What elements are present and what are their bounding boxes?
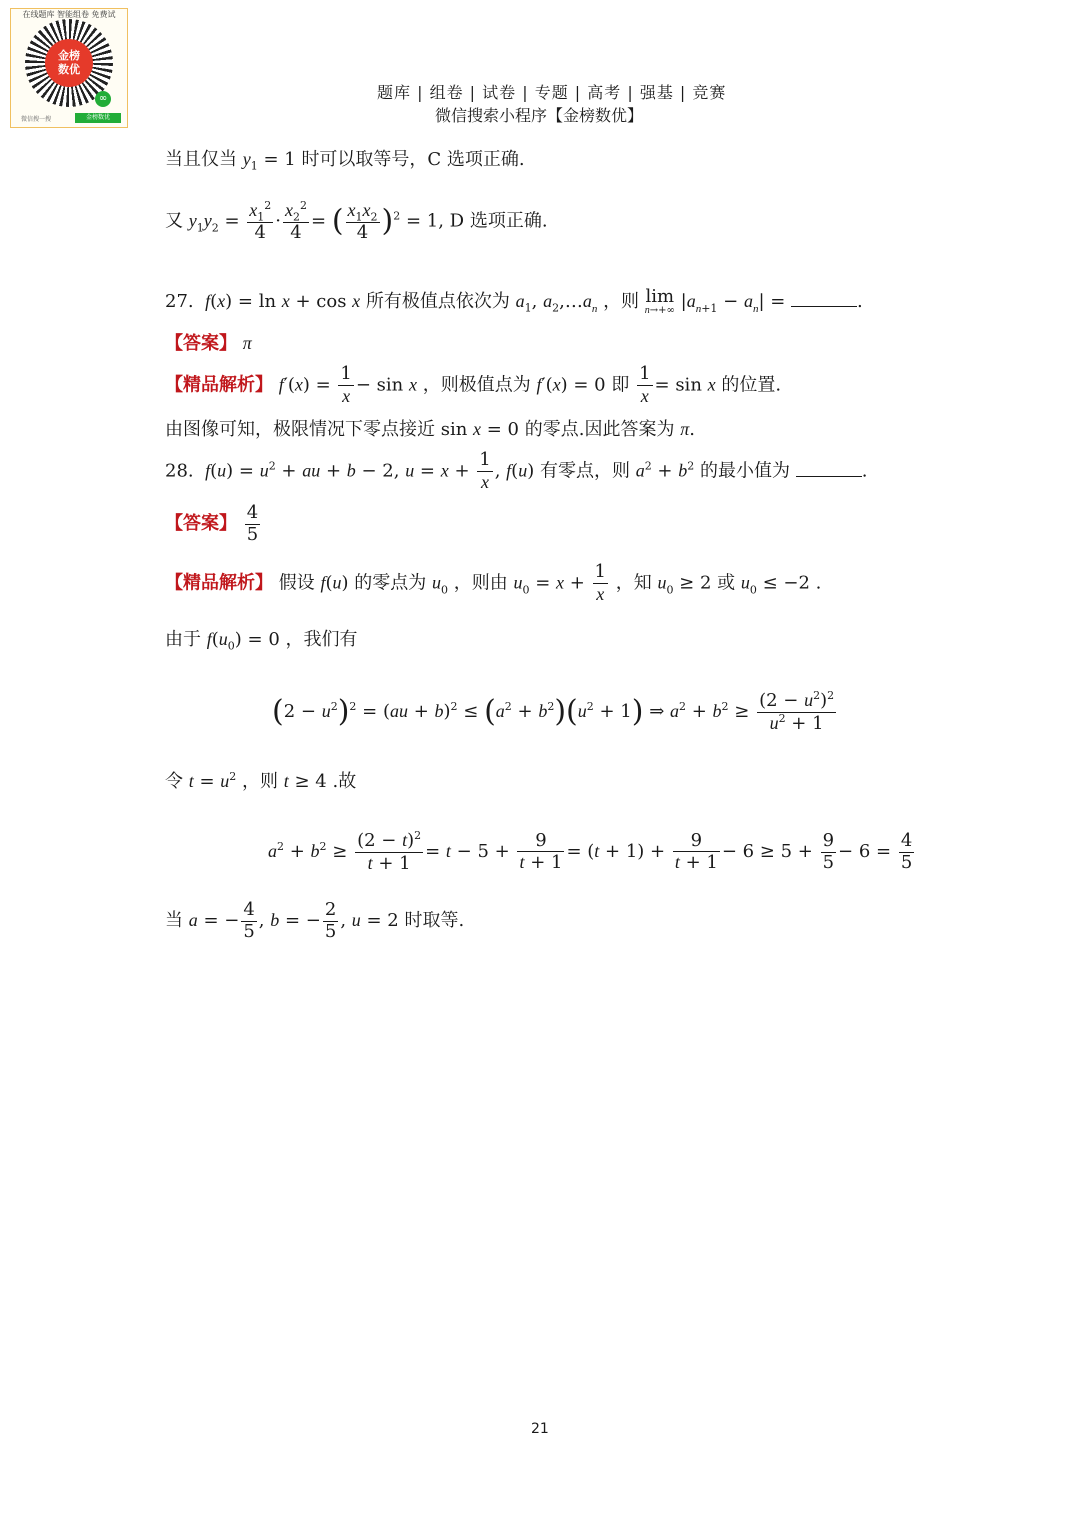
- text-segment: 又: [165, 210, 183, 232]
- fraction: $\frac{x_1^2}{4}$: [249, 199, 272, 243]
- fraction: $\frac{2}{5}$: [324, 899, 337, 942]
- fraction: $\frac{1}{x}$: [594, 561, 606, 604]
- question-27: 27. f(x) = ln x + cos x 所有极值点依次为 $a_1$, $a_2,\dots a_n$ ，则 lim n→+∞ $|a_{n+1} - a_n|$ = .: [165, 286, 863, 316]
- display-equation-2: $a^2 + b^2$ ≥ $\frac{(2 - t)^2}{t + 1}$ = t − 5 + $\frac{9}{t + 1}$ = (t + 1) + $\frac{9}{t + 1}$ − 6 ≥ 5 + $\frac{9}{5}$ − 6 = $\frac{4}{5}$: [268, 829, 913, 874]
- fraction: $\frac{x_2^2}{4}$: [285, 199, 307, 243]
- analysis-28: 【精品解析】 假设 f(u) 的零点为 $u_0$ ，则由 $u_0 = x$ + $\frac{1}{x}$ ，知 $u_0 \ge 2$ 或 $u_0 \le -2$ .: [165, 561, 822, 604]
- text-segment: 即: [611, 374, 630, 396]
- question-number: 27.: [165, 291, 194, 312]
- fraction: $\frac{4}{5}$: [243, 899, 255, 942]
- answer-label: 【答案】: [165, 513, 237, 535]
- text-segment: ，则: [242, 771, 279, 792]
- fraction: $\frac{1}{x}$: [639, 363, 651, 406]
- fraction: $\frac{4}{5}$: [246, 502, 259, 545]
- text-segment: 的位置.: [721, 374, 782, 396]
- text-segment: 时可以取等号，C 选项正确.: [301, 149, 525, 170]
- qr-footer-right: 金榜数优: [75, 113, 121, 123]
- display-equation-1: $(2 - u^2)^2 = (au + b)^2 \le (a^2 + b^2)(u^2 + 1)$ ⇒ $a^2 + b^2$ ≥ $\frac{(2 - u^2)^2}{u^2 + 1}$: [272, 689, 835, 734]
- question-28: 28. $f(u) = u^2$ + au + b − 2, u = x + $\frac{1}{x}$ , f(u) 有零点，则 $a^2 + b^2$ 的最小值为 .: [165, 449, 868, 492]
- text-segment: 的零点.因此答案为: [524, 419, 675, 440]
- text-segment: 假设: [278, 572, 315, 594]
- text-segment: D 选项正确.: [449, 210, 548, 232]
- qr-arc-text: 在线题库 智能组卷 免费试: [22, 10, 116, 19]
- fraction: $\frac{9}{t + 1}$: [519, 829, 563, 874]
- text-segment: .故: [332, 771, 357, 792]
- analysis-27: 【精品解析】 f′(x) = $\frac{1}{x}$ − sin x ，则极值点为 f′(x) = 0 即 $\frac{1}{x}$ = sin x 的位置.: [165, 363, 782, 406]
- mini-program-icon: ∞: [95, 91, 111, 107]
- text-segment: 的最小值为: [699, 460, 790, 482]
- text-segment: 令: [165, 771, 183, 792]
- fraction: $\frac{(2 - t)^2}{t + 1}$: [357, 829, 422, 874]
- answer-blank: [796, 462, 862, 477]
- text-segment: 的零点为: [354, 572, 427, 594]
- text-segment: ，则由: [453, 572, 508, 594]
- line-condition-c: 当且仅当 $y_1 = 1$ 时可以取等号，C 选项正确.: [165, 149, 525, 173]
- text-segment: 由于: [165, 629, 201, 650]
- text-segment: 当: [165, 910, 183, 932]
- fraction: $\frac{(2 - u^2)^2}{u^2 + 1}$: [759, 689, 835, 734]
- qr-footer-left: 微信搜一搜: [21, 116, 52, 123]
- qr-center-logo: [45, 39, 93, 87]
- text-segment: 所有极值点依次为: [365, 291, 510, 312]
- analysis-28-let: 令 $t = u^2$ ，则 t ≥ 4 .故: [165, 770, 357, 792]
- text-segment: 当且仅当: [165, 149, 237, 170]
- header-nav: 题库 | 组卷 | 试卷 | 专题 | 高考 | 强基 | 竞赛: [377, 83, 727, 102]
- text-segment: 有零点，则: [539, 460, 630, 482]
- fraction: $\frac{1}{x}$: [479, 449, 491, 492]
- limit-operator: lim n→+∞: [644, 286, 675, 316]
- analysis-28-since: 由于 $f(u_0) = 0$ ，我们有: [165, 629, 358, 653]
- qr-code-badge[interactable]: [10, 8, 128, 128]
- answer-value: π: [242, 333, 252, 353]
- text-segment: ，我们有: [285, 629, 358, 650]
- text-segment: ，知: [615, 572, 652, 594]
- analysis-28-equality: 当 a = − $\frac{4}{5}$ , b = − $\frac{2}{5}$ , u = 2 时取等.: [165, 899, 465, 942]
- text-segment: 由图像可知，极限情况下零点接近: [165, 419, 435, 440]
- fraction: $\frac{1}{x}$: [340, 363, 352, 406]
- answer-27: [165, 334, 252, 353]
- header-mini-program: 微信搜索小程序【金榜数优】: [435, 106, 644, 125]
- analysis-label: 【精品解析】: [165, 572, 273, 594]
- qr-footer-bar: [17, 113, 121, 123]
- analysis-27-line2: 由图像可知，极限情况下零点接近 sin x = 0 的零点.因此答案为 π.: [165, 419, 695, 440]
- text-segment: ，则: [603, 291, 640, 312]
- fraction: $\frac{4}{5}$: [900, 830, 913, 873]
- answer-blank: [791, 292, 857, 307]
- text-segment: 时取等.: [404, 910, 465, 932]
- answer-label: 【答案】: [165, 333, 237, 354]
- fraction: $\frac{9}{t + 1}$: [674, 829, 718, 874]
- analysis-label: 【精品解析】: [165, 374, 273, 396]
- question-number: 28.: [165, 460, 194, 482]
- qr-center-text: 金榜 数优: [58, 49, 80, 76]
- answer-28: [165, 503, 262, 545]
- page-number: 21: [531, 1421, 549, 1437]
- text-segment: ，则极值点为: [422, 374, 531, 396]
- text-segment: 或: [717, 572, 736, 594]
- fraction: $\frac{x_1x_2}{4}$: [347, 200, 378, 243]
- line-condition-d: 又 $y_1y_2$ = $\frac{x_1^2}{4}$ · $\frac{x_2^2}{4}$ = ( $\frac{x_1x_2}{4}$ )$^2$ = 1, D 选项正确.: [165, 199, 548, 243]
- fraction: $\frac{9}{5}$: [822, 830, 835, 873]
